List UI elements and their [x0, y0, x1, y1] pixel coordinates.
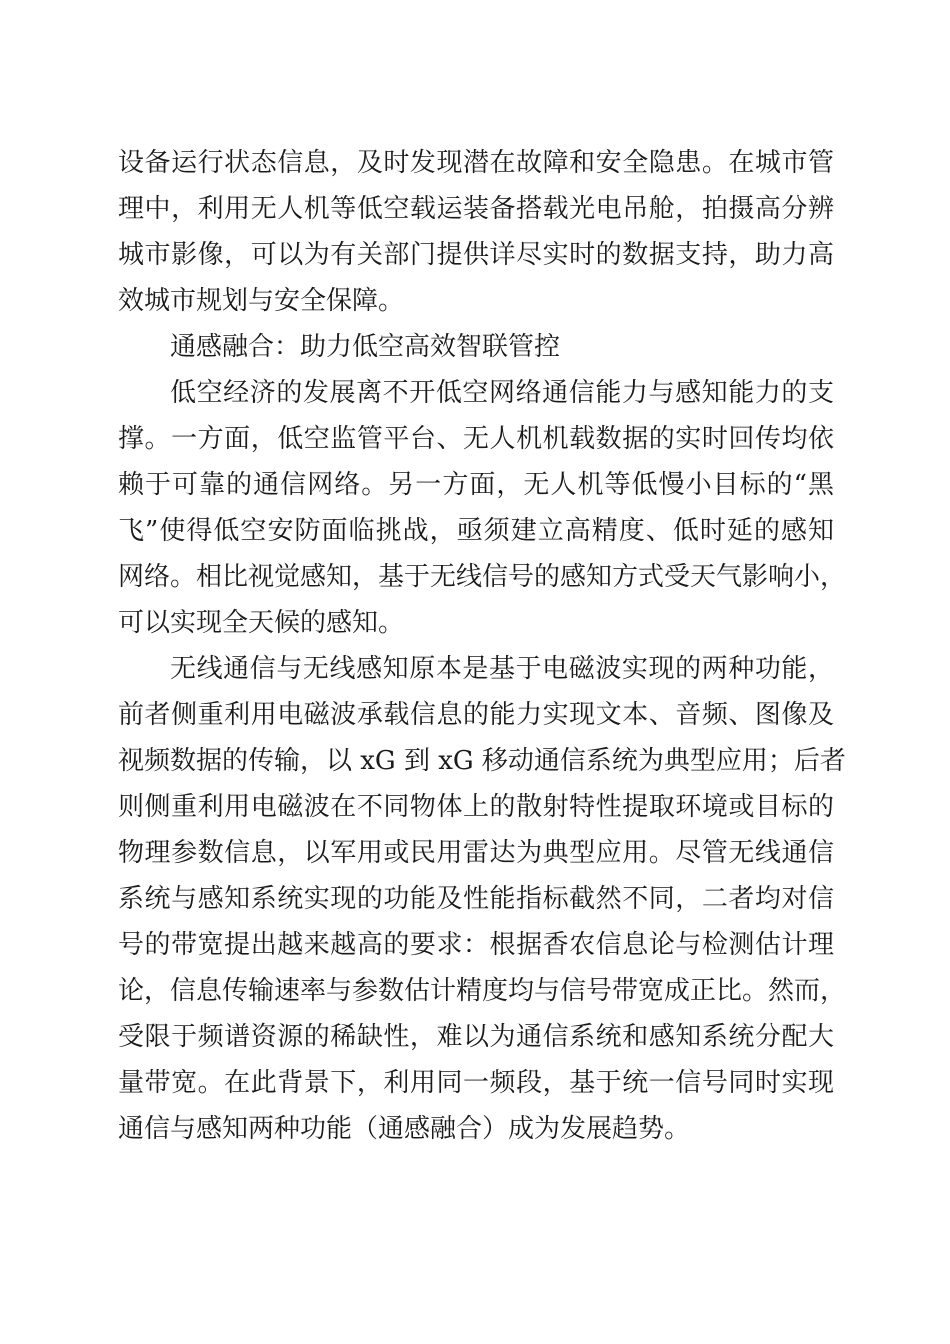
- text-line: 赖于可靠的通信网络。另一方面，无人机等低慢小目标的“黑: [118, 470, 834, 500]
- text-line: 论，信息传输速率与参数估计精度均与信号带宽成正比。然而，: [118, 976, 847, 1006]
- text-line: 低空经济的发展离不开低空网络通信能力与感知能力的支: [170, 378, 834, 408]
- text-line: 受限于频谱资源的稀缺性，难以为通信系统和感知系统分配大: [118, 1022, 834, 1052]
- text-line: 飞”使得低空安防面临挑战，亟须建立高精度、低时延的感知: [118, 516, 834, 546]
- text-line: 前者侧重利用电磁波承载信息的能力实现文本、音频、图像及: [118, 700, 834, 730]
- text-line: 通信与感知两种功能（通感融合）成为发展趋势。: [118, 1114, 691, 1144]
- text-line: 设备运行状态信息，及时发现潜在故障和安全隐患。在城市管: [118, 148, 834, 178]
- text-line: 撑。一方面，低空监管平台、无人机机载数据的实时回传均依: [118, 424, 834, 454]
- text-line: 可以实现全天候的感知。: [118, 608, 405, 638]
- text-line: 理中，利用无人机等低空载运装备搭载光电吊舱，拍摄高分辨: [118, 194, 834, 224]
- text-line: 系统与感知系统实现的功能及性能指标截然不同，二者均对信: [118, 884, 834, 914]
- text-line: 则侧重利用电磁波在不同物体上的散射特性提取环境或目标的: [118, 792, 834, 822]
- text-line: 视频数据的传输，以 xG 到 xG 移动通信系统为典型应用；后者: [118, 746, 846, 776]
- section-heading: 通感融合：助力低空高效智联管控: [170, 332, 561, 362]
- body-text: [118, 140, 847, 1152]
- text-line: 无线通信与无线感知原本是基于电磁波实现的两种功能，: [170, 654, 834, 684]
- text-line: 物理参数信息，以军用或民用雷达为典型应用。尽管无线通信: [118, 838, 834, 868]
- text-line: 城市影像，可以为有关部门提供详尽实时的数据支持，助力高: [118, 240, 834, 270]
- text-line: 网络。相比视觉感知，基于无线信号的感知方式受天气影响小，: [118, 562, 847, 592]
- text-line: 效城市规划与安全保障。: [118, 286, 405, 316]
- text-line: 号的带宽提出越来越高的要求：根据香农信息论与检测估计理: [118, 930, 834, 960]
- text-line: 量带宽。在此背景下，利用同一频段，基于统一信号同时实现: [118, 1068, 834, 1098]
